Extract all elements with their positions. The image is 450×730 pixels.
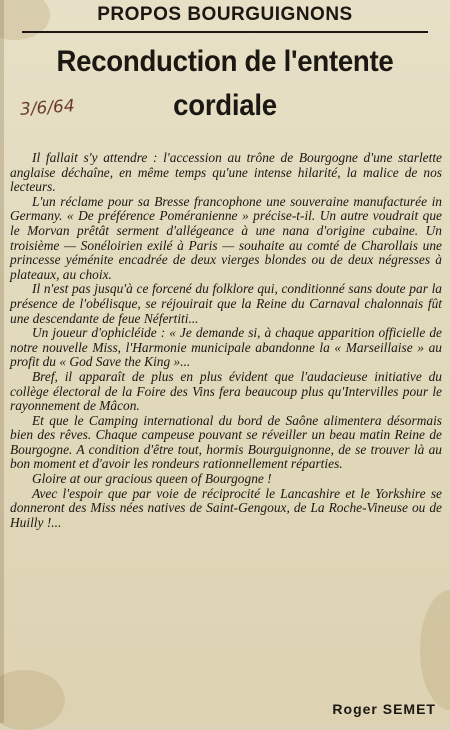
paragraph: Bref, il apparaît de plus en plus évident que l'audacieuse initiative du collège électoral de la Foire des Vins fera beaucoup plus qu'Intervilles pour le rayonnement de Mâcon. bbox=[10, 368, 442, 414]
title-line-1: Reconduction de l'entente bbox=[56, 45, 394, 78]
paragraph: Un joueur d'ophicléide : « Je demande si, à chaque apparition officielle de notre nouvelle Miss, l'Harmonie municipale abandonne la « Marseillaise » au profit du « God Save the King »... bbox=[10, 325, 442, 370]
section-label: PROPOS BOURGUIGNONS bbox=[97, 4, 353, 25]
paper-stain-right bbox=[420, 590, 450, 710]
paragraph: Il fallait s'y attendre : l'accession au trône de Bourgogne d'une starlette anglaise déchaîne, en même temps qu'une intense hilarité, la malice de nos lecteurs. bbox=[10, 150, 442, 195]
paragraph: Avec l'espoir que par voie de réciprocité le Lancashire et le Yorkshire se donneront des Miss nées natives de Saint-Gengoux, de La Roche-Vineuse ou de Huilly !... bbox=[10, 485, 442, 530]
paper-edge-left bbox=[0, 0, 4, 723]
header-rule bbox=[22, 31, 428, 33]
paragraph: Gloire at our gracious queen of Bourgogne ! bbox=[32, 471, 272, 487]
paragraph: L'un réclame pour sa Bresse francophone une souveraine manufacturée in Germany. « De préférence Poméranienne » précise-t-il. Un autre voudrait que le Morvan prêtât serment d'allégeance à une nana d'origine cubaine. Un troisième — Sonéloirien exilé à Paris — souhaite au comté de Charollais une princesse yéménite encadrée de deux vierges blondes ou de deux négresses à plateaux, au choix. bbox=[10, 193, 442, 282]
paragraph: Et que le Camping international du bord de Saône alimentera désormais bien des rêves. Chaque campeuse pouvant se réveiller un beau matin Reine de Bourgogne. A condition d'être tout, hormis Bourguignonne, de se trouver là au bon moment et d'avoir les rondeurs rationnellement réparties. bbox=[10, 412, 442, 472]
handwritten-date: 3/6/64 bbox=[19, 96, 76, 120]
title-line-2: cordiale bbox=[173, 89, 277, 122]
author-signature: Roger SEMET bbox=[332, 701, 436, 717]
paper-stain-bottom-left bbox=[0, 670, 65, 730]
article-title bbox=[18, 40, 432, 128]
article-body bbox=[10, 151, 442, 530]
paragraph: Il n'est pas jusqu'à ce forcené du folklore qui, conditionné sans doute par la présence de l'obélisque, se réjouirait que la Reine du Carnaval chalonnais fût une descendante de feue Néfertiti... bbox=[10, 281, 442, 326]
